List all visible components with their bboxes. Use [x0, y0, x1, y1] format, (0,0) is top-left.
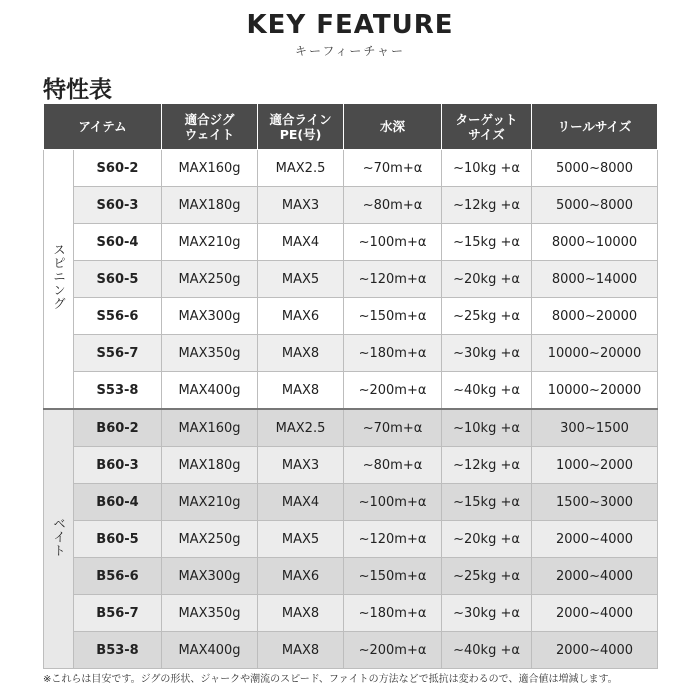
table-cell: ~10kg +α	[442, 409, 532, 447]
table-body	[44, 150, 658, 669]
table-cell: ~40kg +α	[442, 372, 532, 410]
item-name-cell: B60-4	[74, 484, 162, 521]
table-cell: MAX250g	[162, 261, 258, 298]
table-cell: MAX210g	[162, 224, 258, 261]
table-cell: ~100m+α	[344, 484, 442, 521]
table-cell: MAX180g	[162, 187, 258, 224]
item-name-cell: S60-5	[74, 261, 162, 298]
table-cell: MAX2.5	[258, 409, 344, 447]
table-cell: 1500~3000	[532, 484, 658, 521]
table-cell: 10000~20000	[532, 372, 658, 410]
table-row	[44, 447, 658, 484]
item-name-cell: B56-6	[74, 558, 162, 595]
table-cell: MAX300g	[162, 298, 258, 335]
table-cell: 300~1500	[532, 409, 658, 447]
item-name-cell: S53-8	[74, 372, 162, 410]
table-row	[44, 187, 658, 224]
table-cell: ~100m+α	[344, 224, 442, 261]
table-cell: ~200m+α	[344, 372, 442, 410]
column-header-line: サイズ	[468, 126, 505, 142]
column-header-line: 適合ライン	[269, 111, 332, 127]
table-cell: ~10kg +α	[442, 150, 532, 187]
table-cell: ~150m+α	[344, 558, 442, 595]
table-row	[44, 298, 658, 335]
table-row	[44, 224, 658, 261]
table-row	[44, 558, 658, 595]
table-header-row	[44, 104, 658, 150]
table-cell: ~120m+α	[344, 261, 442, 298]
table-cell: MAX400g	[162, 372, 258, 410]
table-row	[44, 632, 658, 669]
page-title: KEY FEATURE	[246, 10, 454, 40]
table-cell: 2000~4000	[532, 632, 658, 669]
table-cell: MAX2.5	[258, 150, 344, 187]
table-row	[44, 484, 658, 521]
table-cell: 2000~4000	[532, 521, 658, 558]
column-header	[344, 104, 442, 150]
table-cell: MAX160g	[162, 409, 258, 447]
item-name-cell: B56-7	[74, 595, 162, 632]
column-header	[44, 104, 162, 150]
table-cell: MAX8	[258, 632, 344, 669]
table-cell: ~30kg +α	[442, 595, 532, 632]
table-cell: MAX350g	[162, 335, 258, 372]
column-header-line: ウェイト	[184, 126, 235, 142]
table-cell: MAX350g	[162, 595, 258, 632]
group-label-cell	[44, 150, 74, 410]
spec-table	[43, 104, 658, 669]
item-name-cell: S56-6	[74, 298, 162, 335]
table-cell: ~20kg +α	[442, 521, 532, 558]
item-name-cell: S56-7	[74, 335, 162, 372]
table-cell: ~80m+α	[344, 187, 442, 224]
table-cell: ~40kg +α	[442, 632, 532, 669]
table-row	[44, 595, 658, 632]
table-cell: MAX3	[258, 187, 344, 224]
table-cell: ~20kg +α	[442, 261, 532, 298]
table-row	[44, 372, 658, 410]
item-name-cell: S60-2	[74, 150, 162, 187]
table-cell: ~25kg +α	[442, 558, 532, 595]
table-cell: ~15kg +α	[442, 484, 532, 521]
group-label: スピニング	[51, 243, 67, 311]
column-header-line: 適合ジグ	[184, 111, 235, 127]
table-cell: MAX5	[258, 521, 344, 558]
column-header	[532, 104, 658, 150]
table-cell: MAX8	[258, 335, 344, 372]
table-cell: ~80m+α	[344, 447, 442, 484]
table-row	[44, 261, 658, 298]
table-cell: 5000~8000	[532, 150, 658, 187]
table-cell: MAX6	[258, 558, 344, 595]
table-cell: ~120m+α	[344, 521, 442, 558]
table-cell: ~200m+α	[344, 632, 442, 669]
item-name-cell: S60-4	[74, 224, 162, 261]
group-label-cell	[44, 409, 74, 669]
table-cell: ~15kg +α	[442, 224, 532, 261]
table-cell: 1000~2000	[532, 447, 658, 484]
item-name-cell: B60-3	[74, 447, 162, 484]
table-cell: MAX250g	[162, 521, 258, 558]
table-row	[44, 521, 658, 558]
table-cell: MAX180g	[162, 447, 258, 484]
table-cell: 8000~20000	[532, 298, 658, 335]
table-row	[44, 150, 658, 187]
table-cell: 2000~4000	[532, 595, 658, 632]
table-cell: MAX4	[258, 484, 344, 521]
item-name-cell: B60-2	[74, 409, 162, 447]
table-cell: MAX8	[258, 372, 344, 410]
column-header	[258, 104, 344, 150]
table-cell: 8000~10000	[532, 224, 658, 261]
table-row	[44, 335, 658, 372]
table-cell: MAX3	[258, 447, 344, 484]
group-label: ベイト	[51, 516, 67, 558]
table-cell: ~180m+α	[344, 335, 442, 372]
column-header-line: ターゲット	[455, 111, 518, 127]
page-subtitle: キーフィーチャー	[294, 44, 406, 58]
table-cell: MAX400g	[162, 632, 258, 669]
table-cell: ~12kg +α	[442, 447, 532, 484]
table-cell: 8000~14000	[532, 261, 658, 298]
column-header-line: 水深	[380, 119, 406, 134]
column-header-line: アイテム	[78, 119, 127, 134]
table-cell: MAX5	[258, 261, 344, 298]
section-heading: 特性表	[43, 77, 112, 103]
table-cell: ~180m+α	[344, 595, 442, 632]
table-cell: 5000~8000	[532, 187, 658, 224]
column-header-line: リールサイズ	[557, 119, 632, 134]
table-cell: ~70m+α	[344, 150, 442, 187]
table-cell: ~150m+α	[344, 298, 442, 335]
table-cell: 2000~4000	[532, 558, 658, 595]
column-header	[442, 104, 532, 150]
table-cell: MAX210g	[162, 484, 258, 521]
table-cell: ~25kg +α	[442, 298, 532, 335]
table-cell: MAX4	[258, 224, 344, 261]
item-name-cell: B60-5	[74, 521, 162, 558]
table-cell: ~12kg +α	[442, 187, 532, 224]
table-cell: MAX8	[258, 595, 344, 632]
item-name-cell: S60-3	[74, 187, 162, 224]
column-header-line: PE(号)	[279, 126, 322, 142]
table-row	[44, 409, 658, 447]
item-name-cell: B53-8	[74, 632, 162, 669]
column-header	[162, 104, 258, 150]
footnote: ※これらは目安です。ジグの形状、ジャークや潮流のスピード、ファイトの方法などで抵抗は変わるので、適合値は増減します。	[43, 674, 618, 685]
table-cell: 10000~20000	[532, 335, 658, 372]
table-cell: ~30kg +α	[442, 335, 532, 372]
table-cell: MAX300g	[162, 558, 258, 595]
table-cell: ~70m+α	[344, 409, 442, 447]
table-cell: MAX160g	[162, 150, 258, 187]
table-cell: MAX6	[258, 298, 344, 335]
